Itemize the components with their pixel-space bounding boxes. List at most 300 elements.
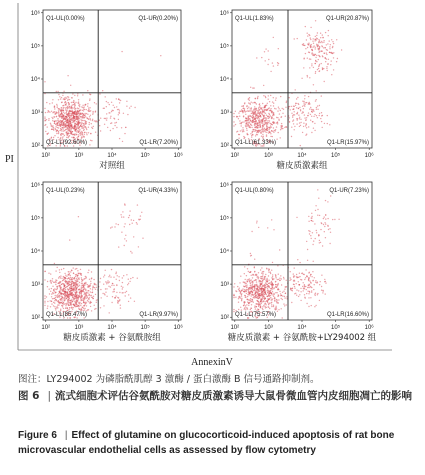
scatter-point: [241, 309, 242, 310]
x-tick-label: 10⁶: [364, 153, 374, 159]
scatter-point: [85, 290, 86, 291]
scatter-point: [89, 294, 90, 295]
scatter-point: [314, 306, 315, 307]
scatter-point: [81, 275, 82, 276]
scatter-point: [73, 307, 74, 308]
scatter-point: [80, 293, 81, 294]
scatter-point: [79, 296, 80, 297]
x-tick-label: 10²: [230, 325, 240, 331]
scatter-point: [96, 302, 97, 303]
scatter-point: [263, 286, 264, 287]
scatter-point: [313, 240, 314, 241]
scatter-point: [106, 101, 107, 102]
scatter-point: [45, 112, 46, 113]
scatter-point: [251, 295, 252, 296]
scatter-point: [251, 107, 252, 108]
scatter-point: [63, 112, 64, 113]
figure-title-en-text: Effect of glutamine on glucocorticoid-induced apoptosis of rat bone microvascular endothelial cells as assessed by flow cytometry: [18, 430, 395, 456]
scatter-point: [251, 125, 252, 126]
scatter-point: [252, 102, 253, 103]
scatter-point: [77, 294, 78, 295]
scatter-point: [84, 117, 85, 118]
scatter-point: [273, 37, 274, 38]
scatter-point: [314, 114, 315, 115]
scatter-point: [44, 116, 45, 117]
scatter-point: [254, 131, 255, 132]
scatter-point: [259, 286, 260, 287]
scatter-point: [60, 125, 61, 126]
scatter-point: [281, 298, 282, 299]
scatter-point: [263, 288, 264, 289]
scatter-point: [277, 117, 278, 118]
scatter-point: [312, 50, 313, 51]
scatter-point: [111, 269, 112, 270]
scatter-point: [131, 252, 132, 253]
scatter-point: [57, 107, 58, 108]
scatter-point: [88, 309, 89, 310]
scatter-point: [331, 60, 332, 61]
scatter-point: [112, 296, 113, 297]
scatter-point: [68, 112, 69, 113]
scatter-point: [264, 120, 265, 121]
scatter-point: [128, 279, 129, 280]
scatter-point: [255, 124, 256, 125]
scatter-point: [244, 286, 245, 287]
scatter-point: [120, 100, 121, 101]
scatter-point: [61, 122, 62, 123]
scatter-point: [129, 107, 130, 108]
scatter-point: [283, 109, 284, 110]
scatter-point: [65, 291, 66, 292]
scatter-point: [70, 303, 71, 304]
scatter-point: [71, 113, 72, 114]
scatter-point: [321, 51, 322, 52]
scatter-point: [59, 130, 60, 131]
scatter-point: [269, 296, 270, 297]
scatter-point: [263, 305, 264, 306]
scatter-point: [321, 42, 322, 43]
scatter-point: [71, 299, 72, 300]
scatter-point: [274, 298, 275, 299]
scatter-point: [67, 294, 68, 295]
scatter-point: [91, 292, 92, 293]
scatter-point: [69, 128, 70, 129]
scatter-point: [304, 114, 305, 115]
scatter-point: [68, 271, 69, 272]
scatter-point: [265, 131, 266, 132]
scatter-point: [75, 298, 76, 299]
scatter-point: [304, 95, 305, 96]
scatter-point: [54, 135, 55, 136]
scatter-point: [272, 278, 273, 279]
scatter-point: [83, 302, 84, 303]
scatter-point: [300, 125, 301, 126]
scatter-point: [75, 102, 76, 103]
scatter-point: [255, 295, 256, 296]
scatter-point: [104, 124, 105, 125]
scatter-point: [61, 116, 62, 117]
scatter-point: [320, 37, 321, 38]
scatter-point: [256, 103, 257, 104]
scatter-point: [327, 201, 328, 202]
scatter-point: [290, 288, 291, 289]
scatter-point: [294, 38, 295, 39]
scatter-point: [294, 275, 295, 276]
scatter-point: [118, 246, 119, 247]
scatter-point: [324, 81, 325, 82]
scatter-point: [53, 305, 54, 306]
scatter-point: [311, 65, 312, 66]
scatter-point: [75, 274, 76, 275]
scatter-point: [133, 220, 134, 221]
scatter-point: [273, 97, 274, 98]
scatter-point: [252, 274, 253, 275]
scatter-point: [86, 109, 87, 110]
scatter-point: [253, 114, 254, 115]
scatter-point: [124, 223, 125, 224]
scatter-point: [290, 277, 291, 278]
y-tick-label: 10³: [31, 282, 40, 289]
scatter-point: [319, 46, 320, 47]
scatter-point: [70, 125, 71, 126]
scatter-point: [280, 295, 281, 296]
scatter-point: [65, 117, 66, 118]
scatter-point: [81, 309, 82, 310]
scatter-point: [63, 304, 64, 305]
quadrant-label-ul: Q1-UL(1.83%): [235, 16, 274, 22]
scatter-point: [254, 112, 255, 113]
scatter-point: [258, 120, 259, 121]
scatter-point: [241, 293, 242, 294]
scatter-point: [256, 281, 257, 282]
scatter-point: [325, 58, 326, 59]
scatter-point: [92, 112, 93, 113]
figure-title-zh-text: 流式细胞术评估谷氨酰胺对糖皮质激素诱导大鼠骨微血管内皮细胞凋亡的影响: [55, 390, 413, 402]
scatter-point: [55, 126, 56, 127]
scatter-point: [261, 294, 262, 295]
scatter-point: [308, 96, 309, 97]
scatter-point: [332, 219, 333, 220]
scatter-point: [269, 107, 270, 108]
scatter-point: [248, 102, 249, 103]
scatter-point: [108, 286, 109, 287]
scatter-point: [55, 281, 56, 282]
y-tick-label: 10³: [220, 282, 229, 289]
scatter-point: [262, 273, 263, 274]
scatter-point: [108, 282, 109, 283]
scatter-point: [322, 46, 323, 47]
scatter-point: [291, 302, 292, 303]
scatter-point: [279, 291, 280, 292]
scatter-point: [296, 289, 297, 290]
scatter-point: [305, 119, 306, 120]
y-tick-label: 10³: [220, 110, 229, 117]
scatter-point: [100, 118, 101, 119]
scatter-point: [82, 132, 83, 133]
scatter-point: [298, 104, 299, 105]
scatter-point: [69, 296, 70, 297]
scatter-point: [310, 120, 311, 121]
scatter-point: [272, 284, 273, 285]
scatter-point: [234, 283, 235, 284]
scatter-point: [55, 297, 56, 298]
scatter-point: [259, 104, 260, 105]
scatter-point: [249, 119, 250, 120]
scatter-point: [233, 286, 234, 287]
scatter-point: [63, 276, 64, 277]
scatter-point: [116, 292, 117, 293]
scatter-point: [88, 299, 89, 300]
scatter-point: [303, 102, 304, 103]
scatter-point: [315, 63, 316, 64]
scatter-point: [109, 275, 110, 276]
scatter-point: [63, 287, 64, 288]
scatter-point: [59, 269, 60, 270]
scatter-point: [90, 140, 91, 141]
scatter-point: [295, 105, 296, 106]
scatter-point: [298, 108, 299, 109]
scatter-point: [78, 134, 79, 135]
scatter-point: [124, 133, 125, 134]
scatter-point: [310, 45, 311, 46]
scatter-point: [126, 101, 127, 102]
scatter-point: [71, 278, 72, 279]
scatter-point: [82, 291, 83, 292]
scatter-point: [250, 280, 251, 281]
scatter-point: [307, 75, 308, 76]
scatter-point: [55, 295, 56, 296]
scatter-point: [112, 128, 113, 129]
scatter-point: [73, 304, 74, 305]
scatter-point: [278, 120, 279, 121]
scatter-point: [69, 115, 70, 116]
scatter-point: [275, 100, 276, 101]
scatter-point: [78, 277, 79, 278]
scatter-point: [270, 302, 271, 303]
scatter-point: [111, 111, 112, 112]
scatter-point: [60, 277, 61, 278]
scatter-point: [309, 52, 310, 53]
scatter-point: [317, 32, 318, 33]
scatter-point: [77, 108, 78, 109]
scatter-point: [317, 209, 318, 210]
scatter-point: [312, 121, 313, 122]
scatter-point: [303, 108, 304, 109]
scatter-point: [313, 116, 314, 117]
scatter-point: [122, 141, 123, 142]
scatter-point: [303, 101, 304, 102]
scatter-point: [266, 105, 267, 106]
scatter-point: [299, 122, 300, 123]
scatter-point: [160, 55, 161, 56]
scatter-point: [68, 125, 69, 126]
scatter-point: [315, 280, 316, 281]
scatter-point: [61, 102, 62, 103]
scatter-point: [77, 270, 78, 271]
scatter-point: [85, 277, 86, 278]
scatter-point: [81, 283, 82, 284]
scatter-point: [298, 281, 299, 282]
scatter-point: [307, 43, 308, 44]
scatter-point: [55, 279, 56, 280]
scatter-point: [84, 292, 85, 293]
scatter-point: [319, 300, 320, 301]
scatter-point: [59, 276, 60, 277]
scatter-point: [82, 94, 83, 95]
scatter-point: [92, 119, 93, 120]
scatter-point: [331, 39, 332, 40]
scatter-point: [51, 296, 52, 297]
scatter-point: [72, 134, 73, 135]
scatter-point: [292, 117, 293, 118]
scatter-point: [78, 273, 79, 274]
scatter-point: [63, 115, 64, 116]
scatter-point: [314, 123, 315, 124]
scatter-point: [310, 107, 311, 108]
scatter-point: [127, 114, 128, 115]
scatter-point: [70, 275, 71, 276]
scatter-point: [137, 204, 138, 205]
scatter-point: [270, 108, 271, 109]
scatter-point: [318, 59, 319, 60]
scatter-point: [110, 286, 111, 287]
scatter-point: [262, 137, 263, 138]
scatter-point: [246, 130, 247, 131]
scatter-point: [88, 290, 89, 291]
y-tick-label: 10⁶: [219, 182, 229, 189]
scatter-point: [268, 304, 269, 305]
scatter-point: [80, 269, 81, 270]
scatter-point: [260, 132, 261, 133]
title-separator-en: |: [64, 430, 68, 441]
scatter-point: [59, 96, 60, 97]
scatter-point: [64, 113, 65, 114]
scatter-point: [258, 290, 259, 291]
scatter-point: [275, 108, 276, 109]
scatter-point: [306, 303, 307, 304]
scatter-point: [316, 282, 317, 283]
scatter-point: [271, 306, 272, 307]
scatter-point: [67, 106, 68, 107]
scatter-point: [246, 106, 247, 107]
scatter-point: [277, 279, 278, 280]
scatter-point: [307, 33, 308, 34]
scatter-point: [86, 296, 87, 297]
scatter-point: [305, 125, 306, 126]
scatter-point: [116, 106, 117, 107]
scatter-point: [319, 113, 320, 114]
scatter-point: [300, 300, 301, 301]
scatter-point: [60, 137, 61, 138]
scatter-point: [322, 292, 323, 293]
scatter-point: [294, 280, 295, 281]
scatter-point: [82, 307, 83, 308]
scatter-point: [71, 114, 72, 115]
scatter-point: [95, 120, 96, 121]
scatter-point: [88, 270, 89, 271]
scatter-point: [91, 302, 92, 303]
scatter-point: [285, 286, 286, 287]
scatter-point: [69, 130, 70, 131]
scatter-point: [307, 260, 308, 261]
scatter-point: [245, 114, 246, 115]
scatter-point: [110, 276, 111, 277]
scatter-point: [276, 117, 277, 118]
scatter-point: [238, 309, 239, 310]
scatter-point: [299, 117, 300, 118]
scatter-point: [124, 204, 125, 205]
scatter-point: [256, 130, 257, 131]
scatter-point: [69, 99, 70, 100]
scatter-point: [313, 67, 314, 68]
scatter-point: [106, 296, 107, 297]
scatter-point: [266, 134, 267, 135]
scatter-point: [72, 297, 73, 298]
scatter-point: [327, 226, 328, 227]
scatter-point: [311, 238, 312, 239]
scatter-point: [251, 281, 252, 282]
scatter-point: [268, 129, 269, 130]
scatter-point: [61, 113, 62, 114]
scatter-point: [307, 76, 308, 77]
scatter-point: [310, 282, 311, 283]
scatter-point: [277, 296, 278, 297]
scatter-point: [71, 126, 72, 127]
scatter-point: [299, 284, 300, 285]
scatter-point: [55, 270, 56, 271]
scatter-point: [315, 282, 316, 283]
scatter-point: [64, 300, 65, 301]
scatter-point: [265, 304, 266, 305]
scatter-point: [258, 109, 259, 110]
scatter-point: [247, 299, 248, 300]
scatter-point: [283, 277, 284, 278]
scatter-point: [80, 113, 81, 114]
scatter-point: [44, 108, 45, 109]
scatter-point: [239, 116, 240, 117]
scatter-point: [257, 285, 258, 286]
scatter-point: [51, 117, 52, 118]
scatter-point: [105, 292, 106, 293]
scatter-point: [260, 115, 261, 116]
scatter-point: [55, 284, 56, 285]
scatter-point: [114, 122, 115, 123]
scatter-point: [312, 244, 313, 245]
scatter-point: [297, 259, 298, 260]
scatter-point: [321, 286, 322, 287]
scatter-point: [330, 44, 331, 45]
scatter-point: [271, 270, 272, 271]
scatter-point: [254, 290, 255, 291]
scatter-point: [243, 305, 244, 306]
scatter-point: [74, 113, 75, 114]
scatter-point: [58, 277, 59, 278]
scatter-point: [66, 113, 67, 114]
scatter-point: [74, 118, 75, 119]
scatter-point: [50, 125, 51, 126]
scatter-point: [126, 291, 127, 292]
scatter-point: [274, 297, 275, 298]
scatter-point: [86, 113, 87, 114]
scatter-point: [89, 124, 90, 125]
scatter-point: [252, 110, 253, 111]
scatter-point: [304, 104, 305, 105]
scatter-point: [91, 297, 92, 298]
scatter-point: [83, 289, 84, 290]
scatter-point: [119, 110, 120, 111]
scatter-point: [73, 281, 74, 282]
x-tick-label: 10²: [230, 153, 240, 159]
